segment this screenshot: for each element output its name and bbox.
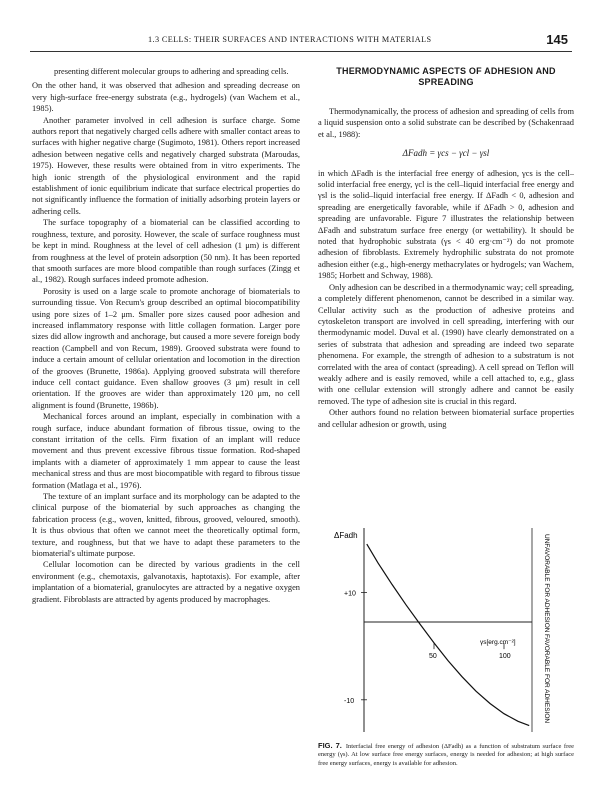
caption-label: FIG. 7. [318,741,342,750]
paragraph: presenting different molecular groups to adhering and spreading cells. [54,67,289,76]
paragraph: Another parameter involved in cell adhesion is surface charge. Some authors report that negatively charged cells adhere with smaller contact areas to surfaces with higher negative charge (Sugimoto, 1981). Others report increased adhesion between negative cells and negatively charged substrata (Maroudas, 1975). However, these results were obtained from in vitro experiments. The high ionic strength of the physiological environment and the rapid establishment of ionic equilibrium indicate that surface electrical properties do not significantly influence the formation of initially adsorbing protein layers or adhering cells. [32,115,300,216]
adhesion-curve [367,544,529,726]
paragraph: Mechanical forces around an implant, especially in combination with a rough surface, induce abundant formation of fibrous tissue, owing to the constant irritation of the cells. Firm fixation of an implant will reduce movement and thus prevent excessive fibrous tissue formation. Rod-shaped implants with a diameter of approximately 1 mm appear to cause the least mechanical stress and thus are most biocompatible with regard to fibrous tissue formation (Matlaga et al., 1976). [32,412,300,490]
left-column [32,66,300,605]
paragraph: Porosity is used on a large scale to promote anchorage of biomaterials to surrounding tissue. Von Recum's group described an optimal biocompatibility using pore sizes of 1–2 μm. Smaller pore sizes caused poor adhesion and increased inflammatory response with little collagen formation. Larger pore sizes did allow ingrowth and anchorage, but caused a more severe foreign body reaction (Campbell and von Recum, 1989). Grooved substrata were found to induce a certain amount of cellular orientation and locomotion in the direction of the grooves (Brunette, 1986a). Applying grooved substrata will therefore induce cell contact guidance. Even shallow grooves (3 μm) result in cell orientation. If the grooves are wider than approximately 120 μm, no cell alignment is found (Brunette, 1986b). [32,286,300,410]
running-header [148,32,568,49]
caption-text: Interfacial free energy of adhesion (ΔFadh) as a function of substratum surface free energy (γs). At low surface free energy surfaces, energy is needed for adhesion; at high surface free energy surfaces, energy is available for adhesion. [318,743,575,767]
figure-caption [318,742,574,768]
paragraph: The surface topography of a biomaterial can be classified according to roughness, texture, and porosity. However, the scale of surface roughness must be kept in mind. Roughness at the level of cell adhesion (1 μm) is different from roughness at the level of protein adsorption (50 nm). It has been reported that smooth surfaces are more blood compatible than rough surfaces (Zingg et al., 1982). Rough surfaces indeed promote adhesion. [32,218,300,285]
y-tick-label: +10 [344,590,356,598]
paragraph: The texture of an implant surface and its morphology can be adapted to the clinical purpose of the biomaterial by such approaches as changing the fabrication process (e.g., woven, knitted, fibrous, grooved, veloured, smooth). It is thus obvious that often we cannot meet the theoretically optimal form, texture, and roughness, but that we have to adapt these parameters to the biomaterial's ultimate purpose. [32,492,300,559]
page-number: 145 [546,32,568,47]
adhesion-chart [330,522,570,742]
paragraph: Other authors found no relation between biomaterial surface properties and cellular adhesion or growth, using [318,408,574,429]
paragraph: Thermodynamically, the process of adhesion and spreading of cells from a liquid suspension onto a solid substrate can be described by (Schakenraad et al., 1988): [318,107,574,139]
x-axis-label: γs[erg.cm⁻²] [480,639,516,646]
favorable-label: FAVORABLE FOR ADHESION [543,634,550,724]
figure-7 [330,522,570,774]
x-tick-label: 100 [499,653,511,661]
paragraph: On the other hand, it was observed that adhesion and spreading decrease on very high-surface free-energy substrata (e.g., hydrogels) (van Wachem et al., 1985). [32,81,300,114]
section-title: 1.3 CELLS: THEIR SURFACES AND INTERACTIONS WITH MATERIALS [148,35,432,44]
header-rule [30,51,572,52]
equation: ΔFadh = γcs − γcl − γsl [402,148,490,159]
paragraph: Cellular locomotion can be directed by various gradients in the cell environment (e.g., chemotaxis, galvanotaxis, haptotaxis). For example, after implantation of a biomaterial, granulocytes are attracted by a negative oxygen gradient. Fibroblasts are attracted by agents produced by macrophages. [32,560,300,604]
section-heading: THERMODYNAMIC ASPECTS OF ADHESION AND SPREADING [336,66,556,87]
x-tick-label: 50 [429,653,437,661]
unfavorable-label: UNFAVORABLE FOR ADHESION [543,534,550,633]
y-axis-label: ΔFadh [334,531,358,540]
paragraph: Only adhesion can be described in a thermodynamic way; cell spreading, a completely different phenomenon, cannot be described in a similar way. Cellular activity such as the production of adhesive proteins and cytoskeleton transport are involved in cell spreading, interfering with our thermodynamic model. Duval et al. (1990) have clearly demonstrated on a series of substrata that adhesion and spreading are indeed two separate phenomena. For example, the strength of adhesion to a substratum is not correlated with the area of contact (spreading). A cell spread on Teflon will weakly adhere and is easily removed, while a cell attached to, e.g., glass with one cellular extension will strongly adhere and cannot be easily removed. The type of adhesion site is crucial in this regard. [318,282,574,406]
y-tick-label: -10 [344,697,355,705]
paragraph: in which ΔFadh is the interfacial free energy of adhesion, γcs is the cell–solid interfacial free energy, γcl is the cell–liquid interfacial free energy and γsl is the solid–liquid interfacial free energy. If ΔFadh < 0, adhesion and spreading are energetically favorable, while if ΔFadh > 0, adhesion and spreading are unfavorable. Figure 7 illustrates the relationship between ΔFadh and substratum surface free energy (or wettability). It should be noted that hydrophobic substrata (γs < 40 erg·cm⁻²) do not promote adhesion of fibroblasts. Extremely hydrophilic substrata do not promote adhesion either (e.g., high-energy methacrylates or hydrogels; van Wachem, 1985; Horbett and Schway, 1988). [318,168,574,281]
right-column [318,66,574,430]
